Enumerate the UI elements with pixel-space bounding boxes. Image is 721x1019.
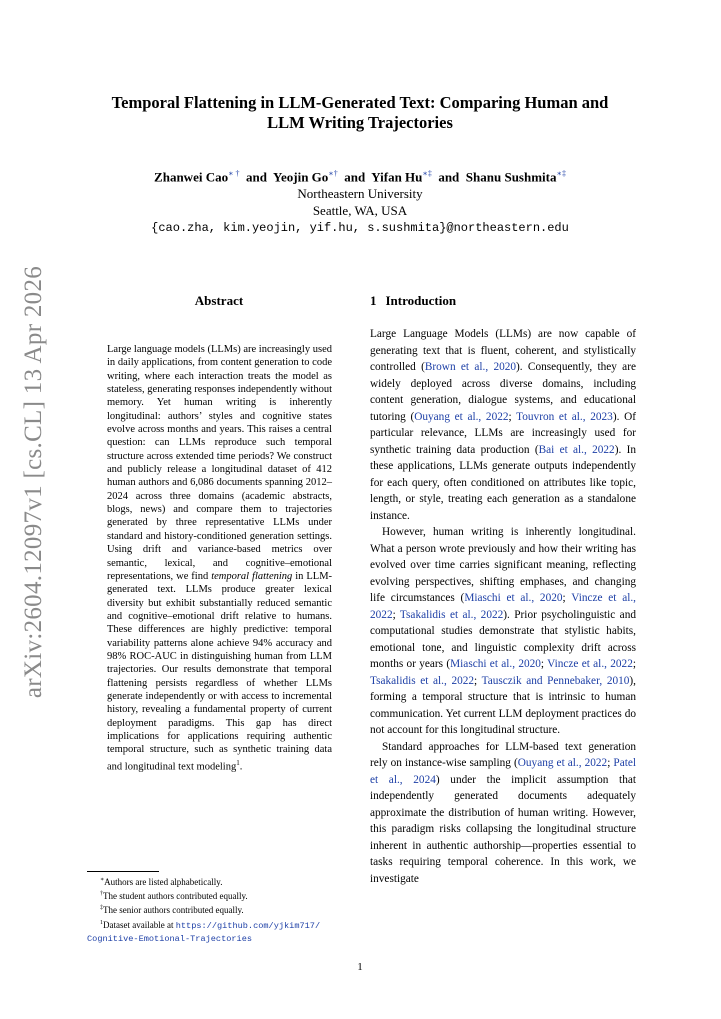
author-separator: and xyxy=(438,169,460,185)
introduction-body xyxy=(370,326,636,887)
text-run: ). In these applications, LLMs generate outputs independently for each query, often conditioned on attributes like topic, length, or style, treating each generation as a standalone instance. xyxy=(370,443,636,522)
citation-link[interactable]: Bai et al., 2022 xyxy=(538,443,615,456)
text-run: Large Language Models (LLMs) are now capable of generating text that is fluent, coherent, and stylistically controlled ( xyxy=(370,328,636,373)
citation-link[interactable]: Tsakalidis et al., 2022 xyxy=(399,608,504,621)
title-line-1: Temporal Flattening in LLM-Generated Text: Comparing Human and xyxy=(111,93,609,112)
footnote-divider xyxy=(87,871,159,872)
footnote xyxy=(87,902,357,916)
author-name: Shanu Sushmita xyxy=(465,169,557,185)
author-name: Zhanwei Cao xyxy=(154,169,229,185)
citation-link[interactable]: Ouyang et al., 2022 xyxy=(414,410,509,423)
location: Seattle, WA, USA xyxy=(312,203,408,219)
citation-link[interactable]: Tausczik and Pennebaker, 2010 xyxy=(481,674,630,687)
introduction-paragraph xyxy=(370,524,636,739)
paper-title xyxy=(80,93,640,133)
citation-link[interactable]: Miaschi et al., 2020 xyxy=(450,658,541,670)
footnote-mark: 1 xyxy=(100,919,103,926)
citation-link[interactable]: Tsakalidis et al., 2022 xyxy=(370,674,475,687)
arxiv-identifier-text: arXiv:2604.12097v1 [cs.CL] 13 Apr 2026 xyxy=(20,265,48,699)
citation-link[interactable]: Ouyang et al., 2022 xyxy=(517,757,608,769)
footnote-continuation xyxy=(87,932,357,945)
author-separator: and xyxy=(246,169,267,185)
introduction-paragraph xyxy=(370,739,636,888)
citation-link[interactable]: Touvron et al., 2023 xyxy=(516,410,613,423)
citation-separator: ; xyxy=(508,410,517,423)
affiliation: Northeastern University xyxy=(297,186,423,202)
citation-link[interactable]: Vincze et al., 2022 xyxy=(547,658,633,670)
footnote xyxy=(87,917,357,932)
dataset-url-link-continued[interactable]: Cognitive-Emotional-Trajectories xyxy=(87,933,253,944)
page-number: 1 xyxy=(357,961,363,973)
section-heading-introduction xyxy=(370,293,456,309)
citation-link[interactable]: Miaschi et al., 2020 xyxy=(464,592,563,604)
abstract-text-main: Large language models (LLMs) are increasingly used in daily applications, from content generation to code writing, where each interaction treats the model as stateless, generating responses independently without memory. Yet human writing is inherently longitudinal: authors’ styles and cognitive states evolve across months and years. This raises a central question: can LLMs reproduce such temporal structure across extended time periods? We construct and publicly release a longitudinal dataset of 412 human authors and 6,086 documents spanning 2012–2024 across three domains (academic abstracts, blogs, news) and compare them to trajectories generated by three representative LLMs under standard and history-conditioned generation settings. Using drift and variance-based metrics over semantic, lexical, and cognitive–emotional representations, we find xyxy=(107,344,332,582)
author-marks: ∗ † xyxy=(228,169,240,178)
citation-separator: ; xyxy=(632,658,636,670)
citation-separator: ; xyxy=(474,674,482,687)
footnote xyxy=(87,874,357,888)
section-number: 1 xyxy=(370,293,377,308)
text-run: Standard approaches for LLM-based text generation rely on instance-wise sampling ( xyxy=(370,740,636,769)
citation-separator: ; xyxy=(540,658,548,670)
text-run: However, human writing is inherently longitudinal. What a person wrote previously and how their writing has evolved over time carries significant meaning, reflecting evolving perspectives, shifting emphases, and changing life circumstances ( xyxy=(370,526,636,604)
author-name: Yeojin Go xyxy=(273,169,329,185)
footnotes xyxy=(87,874,357,945)
text-run: ). Prior psycholinguistic and computational studies demonstrate that stylistic habits, emotional tone, and linguistic complexity drift across months or years ( xyxy=(370,608,636,670)
footnote-reference[interactable]: 1 xyxy=(236,758,240,767)
author-marks: ∗‡ xyxy=(422,169,432,178)
footnote-text: The student authors contributed equally. xyxy=(103,891,248,902)
citation-separator: ; xyxy=(562,592,572,604)
author-names xyxy=(80,165,640,185)
author-separator: and xyxy=(344,169,366,185)
dataset-url-link[interactable]: https://github.com/yjkim717/ xyxy=(175,920,321,931)
abstract-end: . xyxy=(239,761,243,773)
author-marks: ∗† xyxy=(328,169,338,178)
citation-separator: ; xyxy=(392,608,400,621)
abstract-text-continued: in LLM-generated text. LLMs produce greater lexical diversity but exhibit substantially reduced semantic and cognitive–emotional drift relative to humans. These differences are highly predictive: temporal variability patterns alone achieve 94% accuracy and 98% ROC-AUC in distinguishing human from LLM trajectories. Our results demonstrate that temporal flattening persists regardless of whether LLMs generate independently or with access to incremental history, revealing a fundamental property of current deployment paradigms. This gap has direct implications for applications requiring authentic temporal structure, such as synthetic training data and longitudinal text modeling xyxy=(107,570,333,773)
footnote xyxy=(87,888,357,902)
footnote-mark: ∗ xyxy=(100,877,105,883)
footnote-text: Dataset available at xyxy=(103,919,176,930)
text-run: ), forming a temporal structure that is intrinsic to human communication. Yet current LLM deployment practices do not account for this longitudinal structure. xyxy=(370,674,637,736)
citation-link[interactable]: Patel et al., 2024 xyxy=(370,757,636,786)
abstract-emphasis: temporal flattening xyxy=(211,570,293,582)
footnote-mark: † xyxy=(100,891,103,898)
text-run: ) under the implicit assumption that independently generated documents adequately approximate the distribution of human writing. However, this paradigm risks collapsing the longitudinal structure inherent in authentic authorship—properties essential to tasks requiring temporal coherence. In this work, we investigate xyxy=(370,773,637,885)
footnote-text: The senior authors contributed equally. xyxy=(103,905,244,916)
text-run: ). Of particular relevance, LLMs are increasingly used for synthetic training data production ( xyxy=(370,410,636,456)
title-line-2: LLM Writing Trajectories xyxy=(267,113,453,132)
abstract-heading: Abstract xyxy=(194,293,244,308)
section-title: Introduction xyxy=(385,293,457,308)
introduction-paragraph xyxy=(370,326,636,524)
author-marks: ∗‡ xyxy=(556,169,566,178)
author-name: Yifan Hu xyxy=(371,169,423,185)
arxiv-identifier-stamp xyxy=(4,265,64,699)
citation-link[interactable]: Vincze et al., 2022 xyxy=(370,592,637,621)
citation-separator: ; xyxy=(607,757,614,769)
abstract-text xyxy=(107,343,332,774)
citation-link[interactable]: Brown et al., 2020 xyxy=(424,361,517,373)
text-run: ). Consequently, they are widely deployed across diverse domains, including content generation, dialogue systems, and educational tutoring ( xyxy=(370,361,636,423)
author-emails: {cao.zha, kim.yeojin, yif.hu, s.sushmita}@northeastern.edu xyxy=(151,221,569,236)
footnote-mark: ‡ xyxy=(100,905,103,912)
author-block xyxy=(80,165,640,237)
footnote-text: Authors are listed alphabetically. xyxy=(104,877,223,887)
